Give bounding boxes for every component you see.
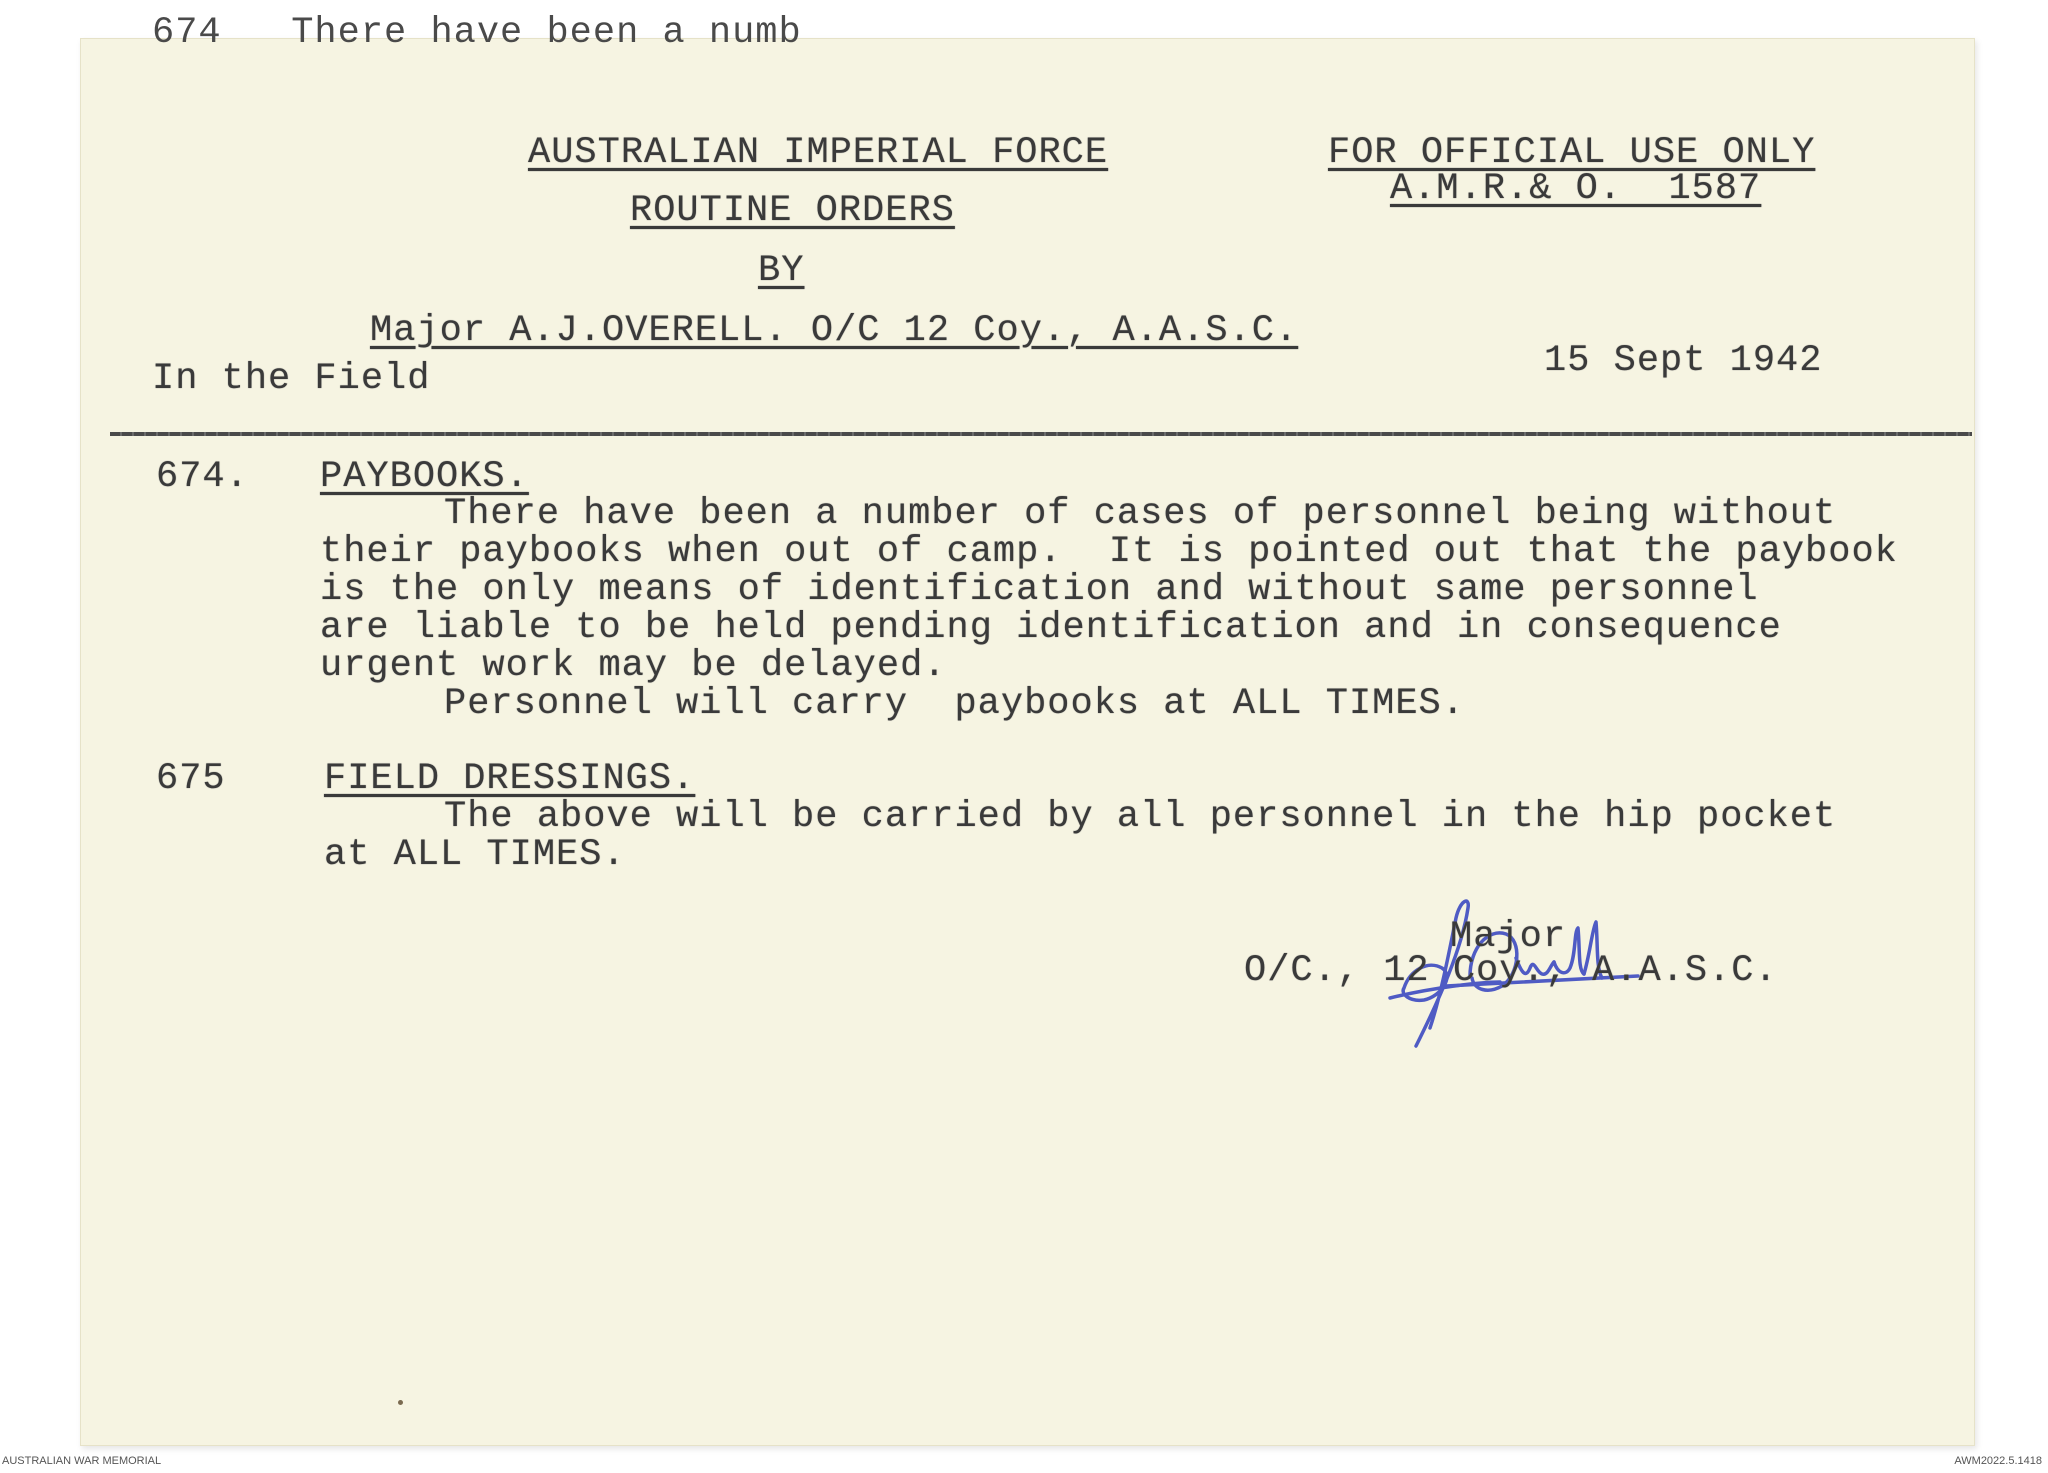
footer-institution: AUSTRALIAN WAR MEMORIAL xyxy=(2,1455,162,1467)
header-force: AUSTRALIAN IMPERIAL FORCE xyxy=(528,132,1109,174)
date: 15 Sept 1942 xyxy=(1544,340,1823,382)
item-line: their paybooks when out of camp. It is pointed out that the paybook xyxy=(320,531,1898,573)
item-line: The above will be carried by all personnel in the hip pocket xyxy=(444,796,1837,838)
item-line: urgent work may be delayed. xyxy=(320,645,947,687)
ink-spot xyxy=(398,1400,403,1405)
cut-off-text: 674 There have been a numb xyxy=(152,12,802,54)
footer-accession-number: AWM2022.5.1418 xyxy=(1954,1455,2042,1467)
item-number: 675 xyxy=(156,758,226,800)
item-title: FIELD DRESSINGS. xyxy=(324,758,696,800)
item-line: Personnel will carry paybooks at ALL TIMES. xyxy=(444,683,1465,725)
official-use-label: FOR OFFICIAL USE ONLY xyxy=(1328,132,1816,174)
item-line: There have been a number of cases of personnel being without xyxy=(444,493,1837,535)
header-issuer: Major A.J.OVERELL. O/C 12 Coy., A.A.S.C. xyxy=(370,310,1299,352)
amro-number: A.M.R.& O. 1587 xyxy=(1390,168,1762,210)
item-line: are liable to be held pending identification and in consequence xyxy=(320,607,1782,649)
cut-off-previous-line xyxy=(80,12,1975,60)
signatory-unit: O/C., 12 Coy., A.A.S.C. xyxy=(1244,950,1778,992)
item-line: is the only means of identification and without same personnel xyxy=(320,569,1759,611)
header-by: BY xyxy=(758,250,805,292)
item-number: 674. xyxy=(156,456,249,498)
location: In the Field xyxy=(152,358,431,400)
item-line: at ALL TIMES. xyxy=(324,834,626,876)
item-title: PAYBOOKS. xyxy=(320,456,529,498)
signatory-rank: Major xyxy=(1450,916,1567,958)
document-sheet xyxy=(80,12,1975,1446)
divider-rule xyxy=(110,432,1972,436)
header-routine-orders: ROUTINE ORDERS xyxy=(630,190,955,232)
